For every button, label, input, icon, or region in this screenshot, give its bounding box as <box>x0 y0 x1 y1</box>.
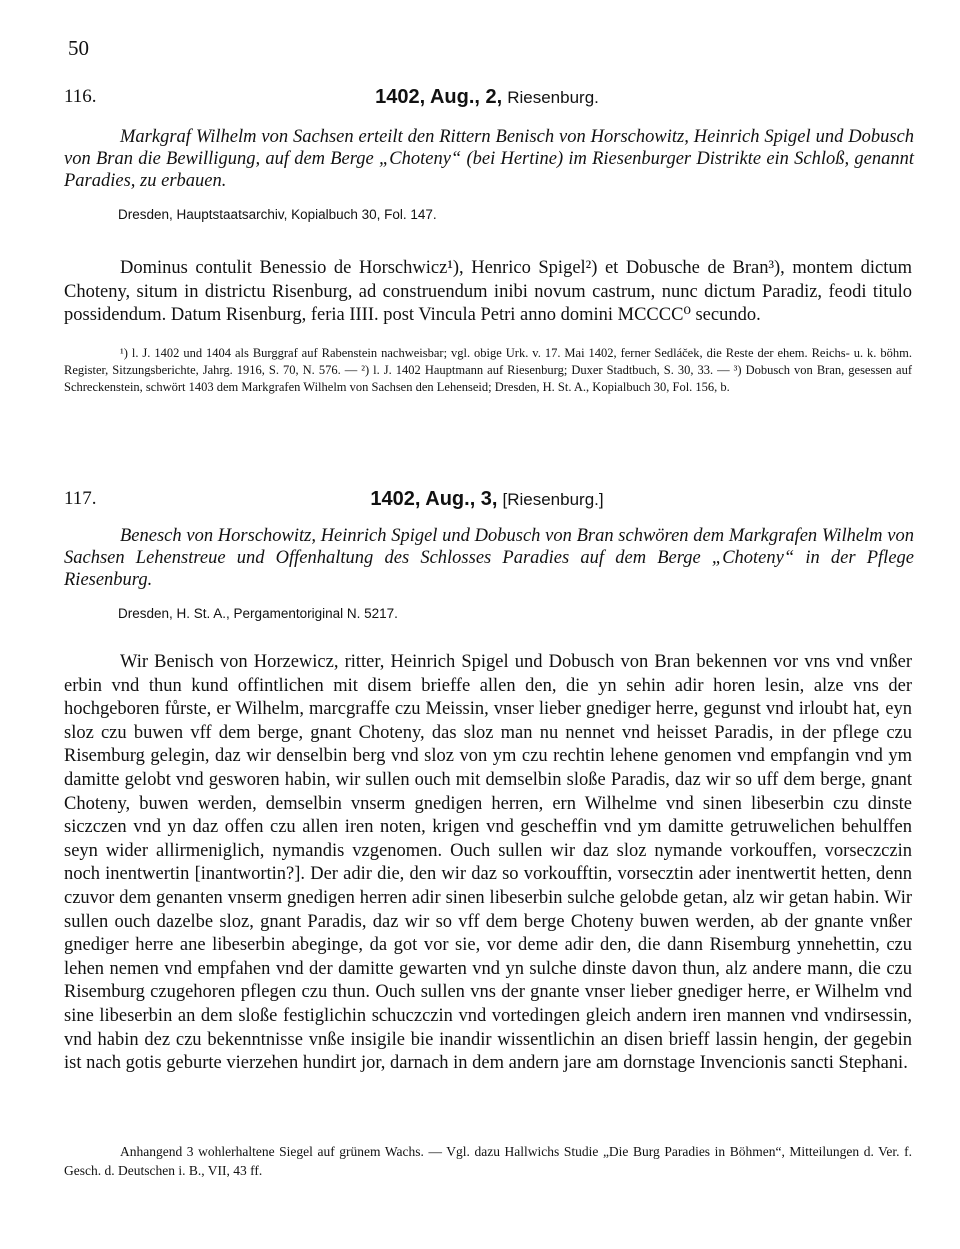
entry-number: 116. <box>64 86 97 107</box>
entry-date: 1402, Aug., 3, <box>370 488 498 510</box>
regest-summary: Benesch von Horschowitz, Heinrich Spigel und Dobusch von Bran schwören dem Markgrafen Wilhelm von Sachsen Lehenstreue und Offenhaltung des Schlosses Paradies auf dem Berge „Choteny“ in der Pflege Riesenburg. <box>64 526 914 590</box>
entry-heading <box>64 86 910 116</box>
entry-number: 117. <box>64 488 97 509</box>
entry-place: [Riesenburg.] <box>502 490 604 509</box>
archival-source: Dresden, Hauptstaatsarchiv, Kopialbuch 30, Fol. 147. <box>118 207 437 222</box>
page-number: 50 <box>68 36 89 60</box>
entry-date: 1402, Aug., 2, <box>375 86 503 108</box>
footnotes: Anhangend 3 wohlerhaltene Siegel auf grünem Wachs. — Vgl. dazu Hallwichs Studie „Die Burg Paradies in Böhmen“, Mitteilungen d. Ver. f. Gesch. d. Deutschen i. B., VII, 43 ff. <box>64 1144 912 1178</box>
regest-summary: Markgraf Wilhelm von Sachsen erteilt den Rittern Benisch von Horschowitz, Heinrich Spigel und Dobusch von Bran die Bewilligung, auf dem Berge „Choteny“ (bei Hertine) im Riesenburger Distrikte ein Schloß, genannt Paradies, zu erbauen. <box>64 127 914 191</box>
archival-source: Dresden, H. St. A., Pergamentoriginal N. 5217. <box>118 606 398 621</box>
footnotes: ¹) l. J. 1402 und 1404 als Burggraf auf Rabenstein nachweisbar; vgl. obige Urk. v. 17. Mai 1402, ferner Sedláček, die Reste der ehem. Reichs- u. k. böhm. Register, Sitzungsberichte, Jahrg. 1916, S. 70, N. 576. — ²) l. J. 1402 Hauptmann auf Riesenburg; Duxer Stadtbuch, S. 30, 33. — ³) Dobusch von Bran, gesessen auf Schreckenstein, schwört 1403 dem Markgrafen Wilhelm von Sachsen den Lehenseid; Dresden, H. St. A., Kopialbuch 30, Fol. 156, b. <box>64 346 912 394</box>
entry-date-line <box>64 86 910 109</box>
entry-place: Riesenburg. <box>507 88 599 107</box>
entry-date-line <box>64 488 910 511</box>
entry-heading <box>64 488 910 518</box>
document-text: Dominus contulit Benessio de Horschwicz¹), Henrico Spigel²) et Dobusche de Bran³), montem dictum Choteny, situm in districtu Risenburg, ad construendum inibi novum castrum, nunc dictum Paradiz, feodi titulo possidendum. Datum Risenburg, feria IIII. post Vincula Petri anno domini MCCCC⁰ secundo. <box>64 258 912 326</box>
document-text: Wir Benisch von Horzewicz, ritter, Heinrich Spigel und Dobusch von Bran bekennen vor vns vnd vnßer erbin vnd thun kund offintlichen mit disem brieffe allen den, die yn sehin adir horen lesin, alze vns der hochgeboren fůrste, er Wilhelm, marcgraffe czu Meissin, vnser lieber gnediger herre, gegunst vnd irloubt hat, eyn sloz czu buwen vff dem berge, gnant Choteny, das sloz man nu nennet vnd heisset Paradis, in der pflege czu Risemburg gelegin, daz wir denselbin berg vnd sloz von ym czu rechtin lehene genomen vnd empfangin vnd ym damitte gelobt vnd gesworen habin, wir sullen ouch mit demselbin sloße Paradis, daz wir so uff dem berge, gnant Choteny, buwen werden, demselbin vnserm gnedigen herren, ern Wilhelme vnd sinen libeserbin czu dinste siczczen vnd yn daz offen czu allen iren noten, krigen vnd gescheffin vnd ym damitte getruwelichen behulffen seyn wider allirmeniglich, nymandis vzgenomen. Ouch sullen wir daz sloz nymande vorkouffen, vorseczczin noch inentwertin [inantwortin?]. Der adir die, den wir daz so vorkoufftin, vorsecztin ader inentwertit hetten, denn czuvor dem genanten vnserm gnedigen herren adir sinen libeserbin sulche gelobde getan, alz wir getan habin. Wir sullen ouch dazelbe sloz, gnant Paradis, daz wir so vff dem berge Choteny buwen werden, ab der gnante vnßer gnediger herre ane libeserbin abeginge, da got vor sie, vor deme adir den, die dann Risemburg ynnehettin, czu lehen nemen vnd empfahen vnd der damitte gewarten vnd yn sulche dinste davon thun, alz andere mann, die czu Risemburg czugehoren pflegen czu thun. Ouch sullen vns der gnante vnser lieber gnediger herre, er Wilhelm vnd sine libeserbin an dem sloße festiglichin schuczczin vnd vortedingen gleich andern iren mannen vnd vndirsessin, vnd habin dez czu bekenntnisse vnße insigile bie inandir wissentlichin an disen brieff lassin hengin, der gegebin ist nach gotis geburte vierzehen hundirt jor, darnach in dem andern jare am dornstage Invencionis sancti Stephani. <box>64 652 912 1074</box>
